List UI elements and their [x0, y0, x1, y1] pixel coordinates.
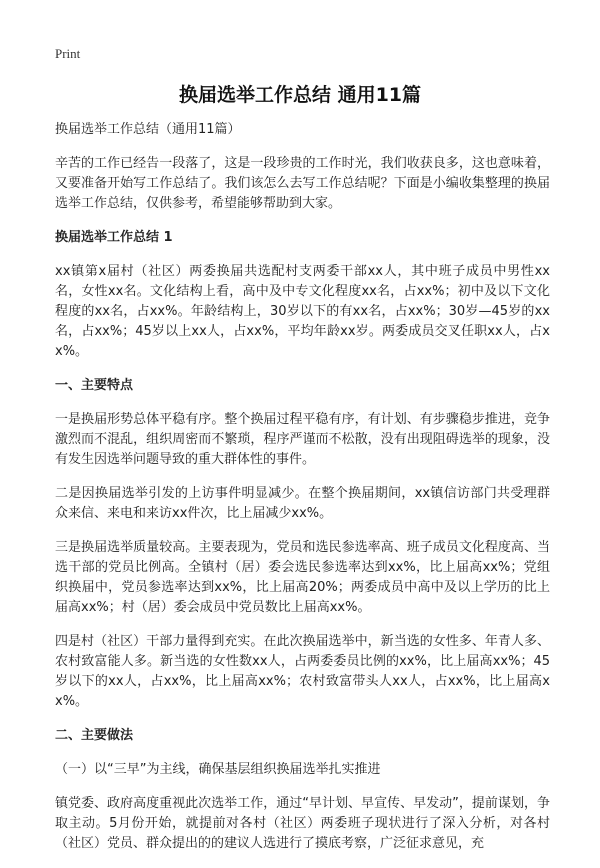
- feature-point-3: 三是换届选举质量较高。主要表现为，党员和选民参选率高、班子成员文化程度高、当选干部的党员比例高。全镇村（居）委会选民参选率达到xx%，比上届高xx%；党组织换届中，党员参选率达到xx%，比上届高20%；两委成员中高中及以上学历的比上届高xx%；村（居）委会成员中党员数比上届高xx%。: [55, 540, 550, 615]
- part-heading-practices: 二、主要做法: [55, 728, 134, 743]
- feature-point-1: 一是换届形势总体平稳有序。整个换届过程平稳有序，有计划、有步骤稳步推进，竞争激烈而不混乱，组织周密而不繁琐，程序严谨而不松散，没有出现阻碍选举的现象，没有发生因选举问题导致的重大群体性的事件。: [55, 412, 550, 467]
- intro-paragraph: 辛苦的工作已经告一段落了，这是一段珍贵的工作时光，我们收获良多，这也意味着，又要准备开始写工作总结了。我们该怎么去写工作总结呢？下面是小编收集整理的换届选举工作总结，仅供参考，希望能够帮助到大家。: [55, 156, 550, 211]
- section-1-paragraph: xx镇第x届村（社区）两委换届共选配村支两委干部xx人，其中班子成员中男性xx名，女性xx名。文化结构上看，高中及中专文化程度xx名，占xx%；初中及以下文化程度的xx名，占xx%。年龄结构上，30岁以下的有xx名，占xx%；30岁—45岁的xx名，占xx%；45岁以上xx人，占xx%，平均年龄xx岁。两委成员交叉任职xx人，占xx%。: [55, 264, 550, 359]
- document-title: 换届选举工作总结 通用11篇: [178, 84, 422, 106]
- feature-point-2: 二是因换届选举引发的上访事件明显减少。在整个换届期间，xx镇信访部门共受理群众来信、来电和来访xx件次，比上届减少xx%。: [55, 486, 550, 521]
- section-heading-1: 换届选举工作总结 1: [55, 230, 173, 245]
- print-label: Print: [55, 46, 81, 61]
- feature-point-4: 四是村（社区）干部力量得到充实。在此次换届选举中，新当选的女性多、年青人多、农村致富能人多。新当选的女性数xx人，占两委委员比例的xx%，比上届高xx%；45岁以下的xx人，占xx%，比上届高xx%；农村致富带头人xx人，占xx%，比上届高xx%。: [55, 634, 550, 709]
- document-body: [55, 120, 550, 868]
- practice-subheading-1: （一）以“三早”为主线，确保基层组织换届选举扎实推进: [55, 762, 381, 777]
- practice-paragraph-1: 镇党委、政府高度重视此次选举工作，通过“早计划、早宣传、早发动”，提前谋划，争取主动。5月份开始，就提前对各村（社区）两委班子现状进行了深入分析，对各村（社区）党员、群众提出的的建议人选进行了摸底考察，广泛征求意见，充: [55, 796, 550, 851]
- part-heading-features: 一、主要特点: [55, 378, 134, 393]
- document-subtitle: 换届选举工作总结（通用11篇）: [55, 122, 241, 137]
